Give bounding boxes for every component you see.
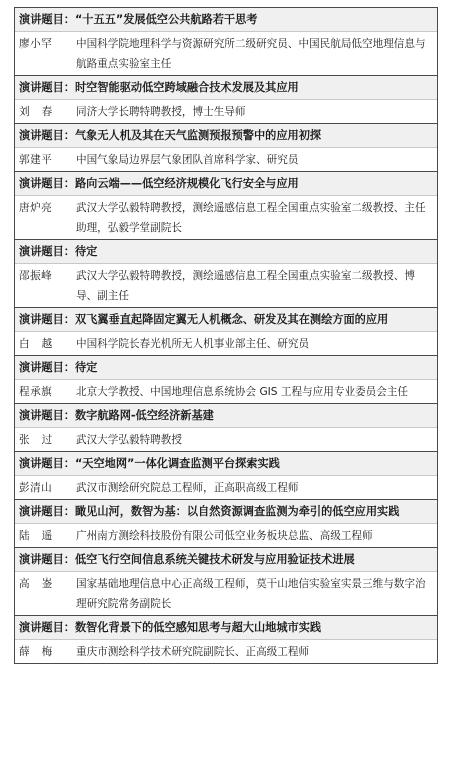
topic-row [15, 308, 437, 332]
speaker-affiliation: 中国气象局边界层气象团队首席科学家、研究员 [76, 154, 299, 166]
speaker-row [15, 380, 437, 403]
speaker-name: 薛梅 [19, 646, 65, 658]
speaker-entry [15, 404, 437, 452]
speaker-entry [15, 76, 437, 124]
speaker-name: 廖小罕 [19, 38, 53, 50]
topic-label: 演讲题目： [19, 361, 75, 374]
topic-title: 数智化背景下的低空感知思考与超大山地城市实践 [74, 621, 322, 634]
topic-title: 路向云端——低空经济规模化飞行安全与应用 [74, 177, 299, 190]
speaker-name: 高崟 [19, 578, 65, 590]
speaker-affiliation: 武汉市测绘研究院总工程师，正高职高级工程师 [76, 482, 299, 494]
topic-row [15, 452, 437, 476]
topic-title: 低空飞行空间信息系统关键技术研发与应用验证技术进展 [74, 553, 355, 566]
topic-row [15, 356, 437, 380]
speaker-entry [15, 8, 437, 76]
topic-label: 演讲题目： [19, 457, 75, 470]
speaker-entry [15, 452, 437, 500]
topic-label: 演讲题目： [19, 13, 75, 26]
speaker-row [15, 196, 437, 239]
speaker-entry [15, 616, 437, 664]
topic-label: 演讲题目： [19, 177, 75, 190]
topic-label: 演讲题目： [19, 81, 75, 94]
speaker-affiliation: 国家基础地理信息中心正高级工程师，莫干山地信实验室实景三维与数字治理研究院常务副院长 [76, 578, 426, 610]
speaker-row [15, 264, 437, 307]
speaker-affiliation: 中国科学院地理科学与资源研究所二级研究员、中国民航局低空地理信息与航路重点实验室主任 [76, 38, 426, 70]
speaker-entry [15, 308, 437, 356]
speaker-entry [15, 240, 437, 308]
speaker-entry [15, 172, 437, 240]
speaker-affiliation: 武汉大学弘毅特聘教授，测绘遥感信息工程全国重点实验室二级教授、博导、副主任 [76, 270, 415, 302]
speaker-name: 张过 [19, 434, 65, 446]
speaker-affiliation: 重庆市测绘科学技术研究院副院长、正高级工程师 [76, 646, 310, 658]
topic-title: 双飞翼垂直起降固定翼无人机概念、研发及其在测绘方面的应用 [74, 313, 389, 326]
speaker-name: 刘春 [19, 106, 65, 118]
speaker-row [15, 476, 437, 499]
speaker-affiliation: 同济大学长聘特聘教授，博士生导师 [76, 106, 246, 118]
speaker-row [15, 32, 437, 75]
topic-title: “天空地网”一体化调查监测平台探索实践 [74, 457, 280, 470]
topic-label: 演讲题目： [19, 505, 75, 518]
speaker-name: 唐炉亮 [19, 202, 53, 214]
topic-row [15, 616, 437, 640]
topic-title: 时空智能驱动低空跨域融合技术发展及其应用 [74, 81, 299, 94]
speaker-affiliation: 北京大学教授、中国地理信息系统协会 GIS 工程与应用专业委员会主任 [76, 386, 409, 398]
speaker-row [15, 524, 437, 547]
speaker-entry [15, 500, 437, 548]
topic-label: 演讲题目： [19, 245, 75, 258]
topic-row [15, 172, 437, 196]
topic-row [15, 548, 437, 572]
speaker-row [15, 332, 437, 355]
topic-row [15, 500, 437, 524]
topic-row [15, 240, 437, 264]
speaker-affiliation: 广州南方测绘科技股份有限公司低空业务板块总监、高级工程师 [76, 530, 373, 542]
speaker-name: 程承旗 [19, 386, 53, 398]
topic-row [15, 8, 437, 32]
speaker-entry [15, 356, 437, 404]
speaker-row [15, 640, 437, 663]
speaker-name: 陆遥 [19, 530, 65, 542]
speaker-entry [15, 124, 437, 172]
topic-title: 待定 [74, 361, 98, 374]
speaker-row [15, 100, 437, 123]
speaker-schedule-table [14, 7, 438, 664]
speaker-entry [15, 548, 437, 616]
topic-label: 演讲题目： [19, 313, 75, 326]
speaker-name: 邵振峰 [19, 270, 53, 282]
topic-label: 演讲题目： [19, 553, 75, 566]
speaker-name: 白越 [19, 338, 65, 350]
topic-row [15, 404, 437, 428]
topic-row [15, 124, 437, 148]
topic-title: 待定 [74, 245, 98, 258]
topic-label: 演讲题目： [19, 409, 75, 422]
speaker-row [15, 428, 437, 451]
topic-row [15, 76, 437, 100]
speaker-affiliation: 武汉大学弘毅特聘教授，测绘遥感信息工程全国重点实验室二级教授、主任助理，弘毅学堂副院长 [76, 202, 426, 234]
speaker-name: 郭建平 [19, 154, 53, 166]
speaker-affiliation: 武汉大学弘毅特聘教授 [76, 434, 182, 446]
speaker-affiliation: 中国科学院长春光机所无人机事业部主任、研究员 [76, 338, 310, 350]
topic-label: 演讲题目： [19, 621, 75, 634]
speaker-row [15, 148, 437, 171]
speaker-row [15, 572, 437, 615]
topic-title: “十五五”发展低空公共航路若干思考 [74, 13, 258, 26]
speaker-name: 彭清山 [19, 482, 53, 494]
topic-title: 气象无人机及其在天气监测预报预警中的应用初探 [74, 129, 322, 142]
topic-title: 数字航路网-低空经济新基建 [74, 409, 214, 422]
topic-title: 瞰见山河，数智为基：以自然资源调查监测为牵引的低空应用实践 [74, 505, 400, 518]
topic-label: 演讲题目： [19, 129, 75, 142]
